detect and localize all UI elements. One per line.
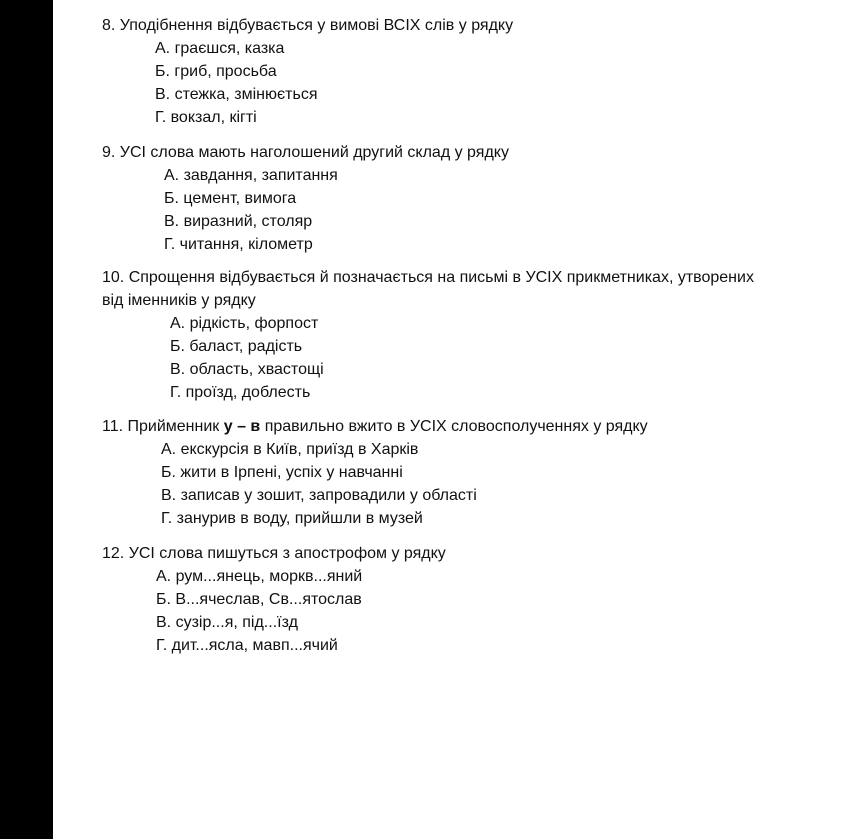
- option-b: Б. гриб, просьба: [155, 63, 277, 80]
- question-stem: 8. Уподібнення відбувається у вимові ВСІХ слів у рядку: [102, 17, 514, 34]
- option-d: Г. вокзал, кігті: [155, 109, 257, 126]
- option-c: В. записав у зошит, запровадили у області: [161, 487, 477, 504]
- option-c: В. область, хвастощі: [170, 361, 324, 378]
- option-c: В. виразний, столяр: [164, 213, 313, 230]
- question-stem: [102, 415, 802, 438]
- option-list: [170, 312, 822, 404]
- option-d: Г. проїзд, доблесть: [170, 384, 311, 401]
- question-10: [102, 266, 822, 404]
- option-b: Б. баласт, радість: [170, 338, 303, 355]
- option-a: А. рум...янець, моркв...яний: [156, 568, 363, 585]
- option-b: Б. жити в Ірпені, успіх у навчанні: [161, 464, 403, 481]
- option-list: [155, 37, 802, 129]
- option-d: Г. читання, кілометр: [164, 236, 313, 253]
- question-11: [102, 415, 802, 530]
- question-stem-suffix: правильно вжито в УСІХ словосполученнях у рядку: [260, 418, 648, 435]
- question-stem-prefix: 11. Прийменник: [102, 418, 224, 435]
- option-d: Г. занурив в воду, прийшли в музей: [161, 510, 423, 527]
- question-9: [102, 141, 802, 256]
- option-c: В. сузір...я, під...їзд: [156, 614, 298, 631]
- question-stem: 9. УСІ слова мають наголошений другий склад у рядку: [102, 144, 509, 161]
- question-stem: 12. УСІ слова пишуться з апострофом у рядку: [102, 545, 446, 562]
- option-a: А. рідкість, форпост: [170, 315, 319, 332]
- question-stem-bold: у – в: [223, 418, 261, 435]
- question-stem-line-2: від іменників у рядку: [102, 292, 256, 309]
- question-8: [102, 14, 802, 129]
- option-b: Б. В...ячеслав, Св...ятослав: [156, 591, 362, 608]
- option-d: Г. дит...ясла, мавп...ячий: [156, 637, 338, 654]
- option-c: В. стежка, змінюється: [155, 86, 318, 103]
- option-a: А. екскурсія в Київ, приїзд в Харків: [161, 441, 419, 458]
- document-page: [53, 0, 847, 839]
- option-list: [164, 164, 802, 256]
- option-list: [156, 565, 802, 657]
- option-list: [161, 438, 802, 530]
- option-a: А. граєшся, казка: [155, 40, 285, 57]
- question-stem-line-1: 10. Спрощення відбувається й позначається на письмі в УСІХ прикметниках, утворених: [102, 269, 754, 286]
- option-a: А. завдання, запитання: [164, 167, 338, 184]
- question-12: [102, 542, 802, 657]
- option-b: Б. цемент, вимога: [164, 190, 297, 207]
